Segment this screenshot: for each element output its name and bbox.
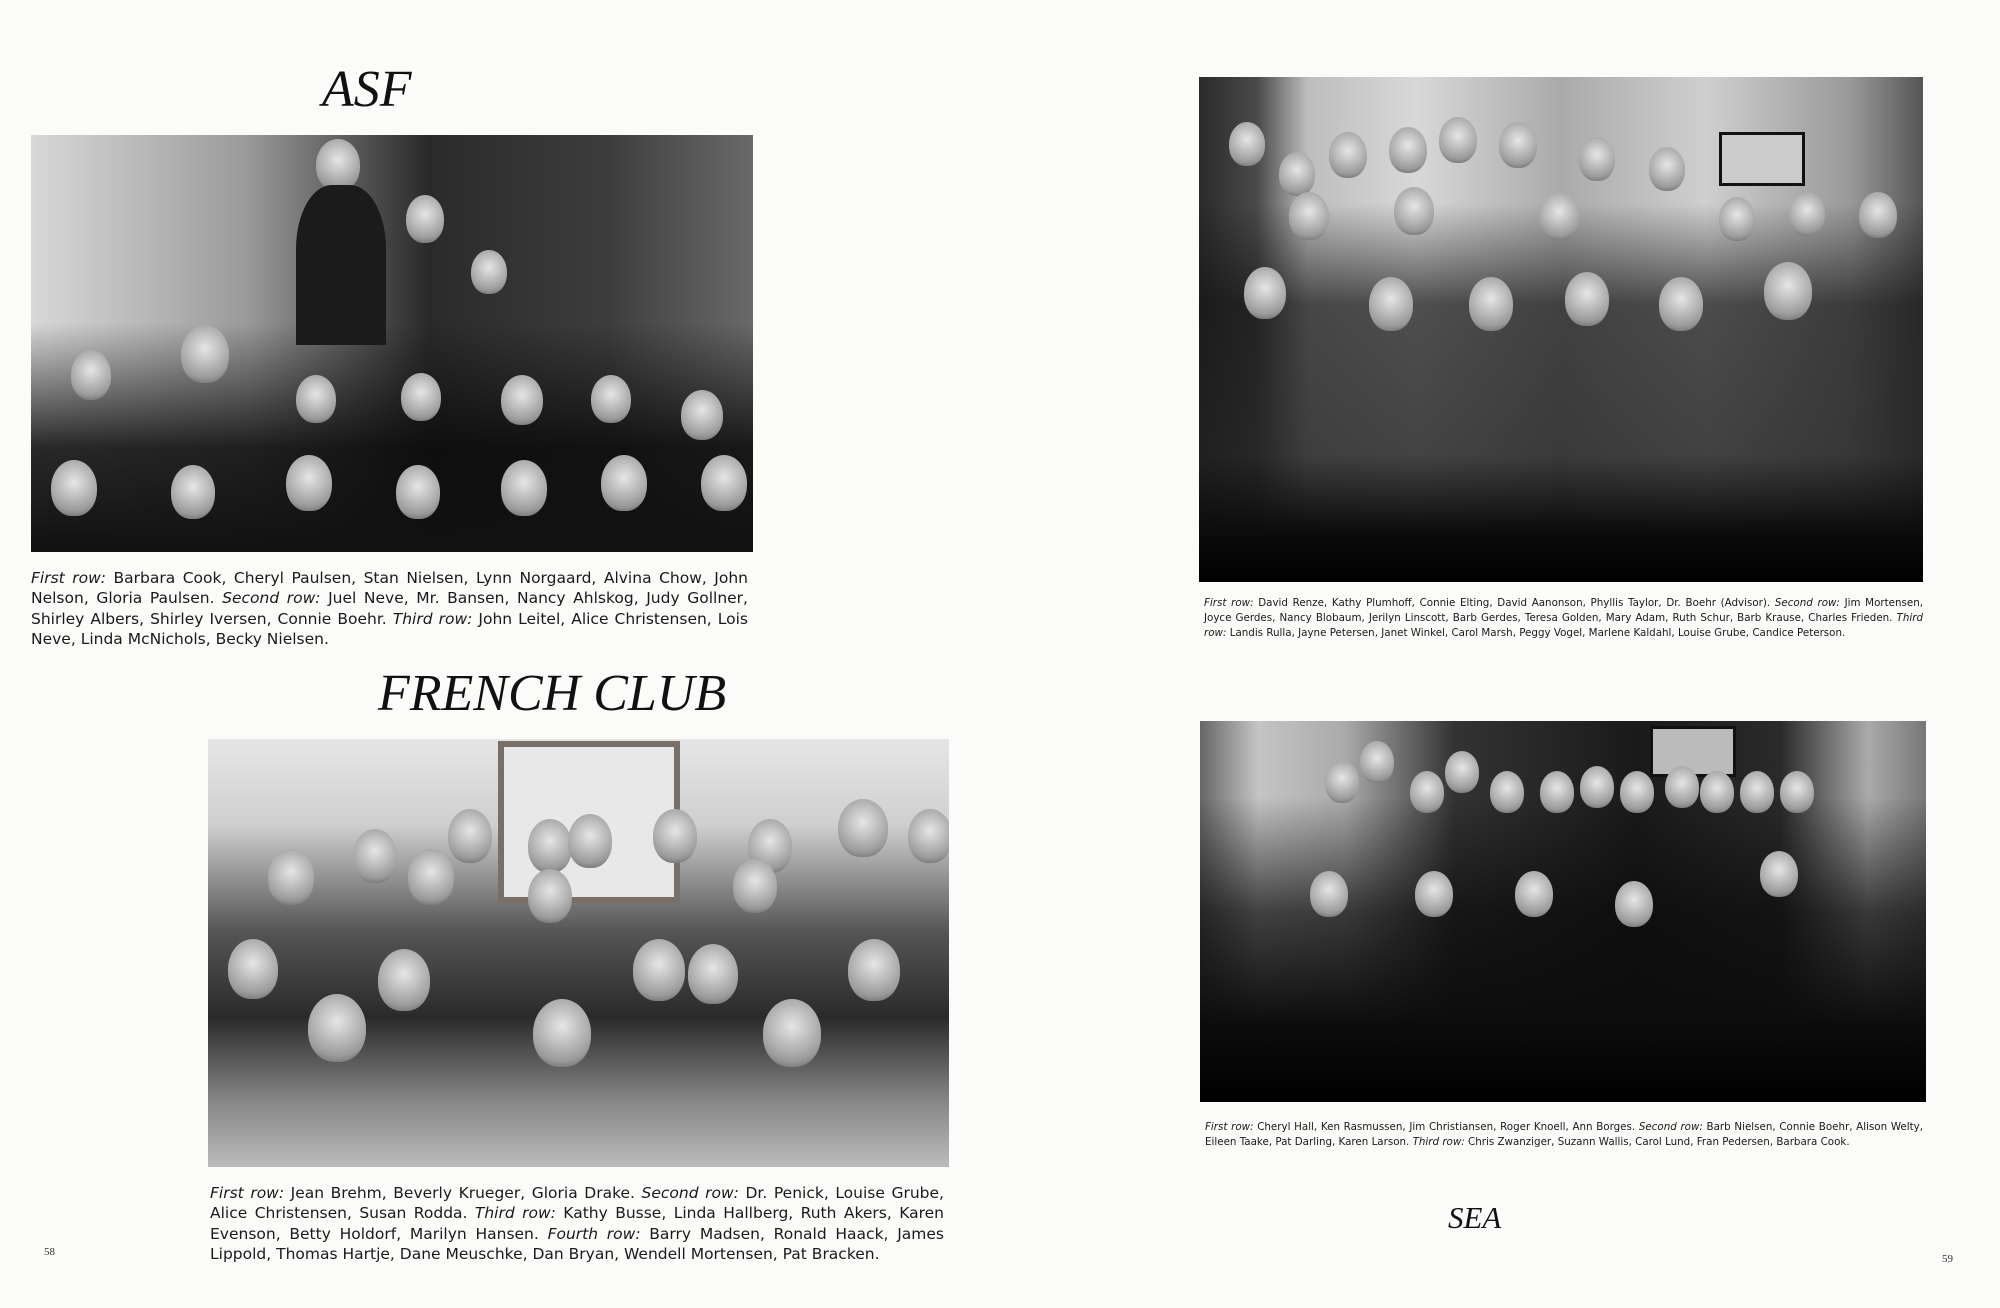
caption-row-label: Third row: — [1204, 611, 1923, 639]
page-number-right: 59 — [1942, 1253, 1953, 1265]
sea-caption — [1205, 1120, 1923, 1150]
caption-row-label: Third row: — [392, 609, 473, 628]
caption-row-label: Third row: — [474, 1204, 556, 1223]
page-number-left: 58 — [44, 1246, 55, 1258]
caption-row-names: Dr. Penick, Louise Grube, Alice Christensen, Susan Rodda. — [210, 1184, 944, 1223]
caption-row-names: Barbara Cook, Cheryl Paulsen, Stan Nielsen, Lynn Norgaard, Alvina Chow, John Nelson, Gloria Paulsen. — [31, 569, 748, 608]
asf-group-photo — [31, 135, 753, 552]
caption-row-names: Cheryl Hall, Ken Rasmussen, Jim Christiansen, Roger Knoell, Ann Borges. — [1253, 1121, 1639, 1133]
caption-row-label: Second row: — [222, 589, 321, 608]
caption-row-label: Second row: — [1638, 1121, 1703, 1133]
caption-row-label: Second row: — [1774, 597, 1840, 609]
top-group-photo — [1199, 77, 1923, 582]
caption-row-label: First row: — [210, 1184, 285, 1202]
french-club-group-photo — [208, 739, 949, 1167]
caption-row-names: Kathy Busse, Linda Hallberg, Ruth Akers, Karen Evenson, Betty Holdorf, Marilyn Hansen. — [210, 1204, 945, 1243]
sea-title: SEA — [1448, 1200, 1502, 1235]
caption-row-label: Second row: — [641, 1184, 739, 1202]
caption-row-names: Barry Madsen, Ronald Haack, James Lippold, Thomas Hartje, Dane Meuschke, Dan Bryan, Wendell Mortensen, Pat Bracken. — [210, 1224, 944, 1264]
asf-caption — [31, 568, 748, 650]
sea-group-photo — [1200, 721, 1926, 1102]
caption-row-label: Fourth row: — [547, 1224, 641, 1243]
caption-row-label: Third row: — [1412, 1135, 1465, 1148]
french-club-caption — [210, 1183, 944, 1265]
caption-row-names: Barb Nielsen, Connie Boehr, Alison Welty, Eileen Taake, Pat Darling, Karen Larson. — [1205, 1121, 1923, 1148]
caption-row-names: Juel Neve, Mr. Bansen, Nancy Ahlskog, Judy Gollner, Shirley Albers, Shirley Iversen, Connie Boehr. — [31, 589, 748, 628]
caption-row-names: John Leitel, Alice Christensen, Lois Neve, Linda McNichols, Becky Nielsen. — [31, 609, 748, 649]
caption-row-label: First row: — [1204, 597, 1254, 609]
caption-row-names: Chris Zwanziger, Suzann Wallis, Carol Lund, Fran Pedersen, Barbara Cook. — [1464, 1135, 1850, 1148]
caption-row-names: Landis Rulla, Jayne Petersen, Janet Winkel, Carol Marsh, Peggy Vogel, Marlene Kaldahl, Louise Grube, Candice Peterson. — [1226, 626, 1846, 639]
asf-title: ASF — [322, 61, 412, 118]
caption-row-label: First row: — [1205, 1121, 1254, 1133]
caption-row-names: Jean Brehm, Beverly Krueger, Gloria Drake. — [284, 1184, 642, 1202]
french-club-title: FRENCH CLUB — [378, 665, 727, 722]
caption-row-names: Jim Mortensen, Joyce Gerdes, Nancy Blobaum, Jerilyn Linscott, Barb Gerdes, Teresa Golden, Mary Adam, Ruth Schur, Barb Krause, Charles Frieden. — [1204, 597, 1923, 624]
top-group-caption — [1204, 596, 1923, 641]
caption-row-names: David Renze, Kathy Plumhoff, Connie Elting, David Aanonson, Phyllis Taylor, Dr. Boehr (Advisor). — [1253, 597, 1775, 609]
caption-row-label: First row: — [31, 569, 107, 587]
